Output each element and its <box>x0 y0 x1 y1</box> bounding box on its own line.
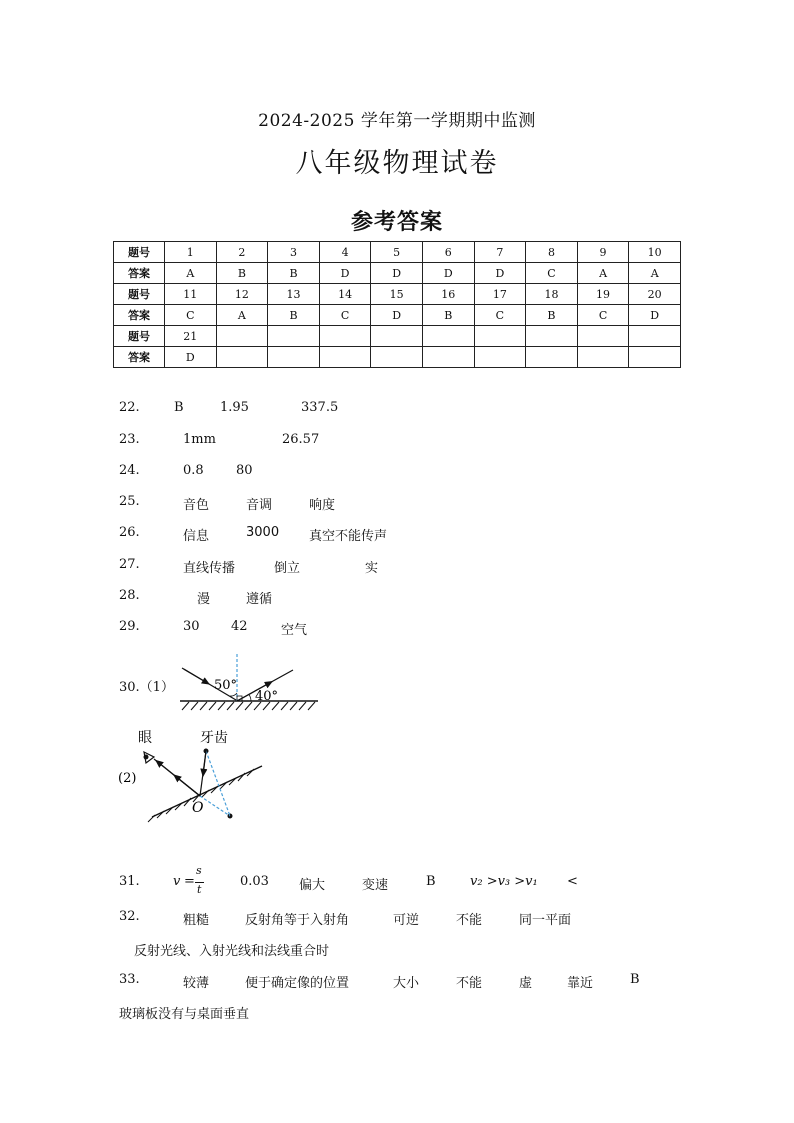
table-cell <box>422 347 474 368</box>
point-o-label: O <box>192 800 204 816</box>
answer-value: 靠近 <box>567 976 594 991</box>
table-cell: D <box>422 263 474 284</box>
reflection-diagram-1 <box>176 650 326 716</box>
answer-value: 可逆 <box>393 913 420 928</box>
question-number: 25. <box>119 494 140 509</box>
table-cell: B <box>216 263 268 284</box>
answer-value: 1.95 <box>220 400 249 415</box>
answer-value: 较薄 <box>183 976 210 991</box>
answer-value: 实 <box>365 561 379 576</box>
table-cell: 11 <box>165 284 217 305</box>
speed-comparison: v₂ >v₃ >v₁ <box>470 874 538 889</box>
answer-value: B <box>174 400 184 415</box>
table-cell <box>422 326 474 347</box>
table-cell: C <box>577 305 629 326</box>
answer-value: 真空不能传声 <box>309 529 388 544</box>
answer-value: B <box>426 874 436 889</box>
table-cell <box>319 347 371 368</box>
question-number: 27. <box>119 557 140 572</box>
table-cell <box>526 347 578 368</box>
table-cell: 14 <box>319 284 371 305</box>
table-cell: D <box>165 347 217 368</box>
table-cell: 6 <box>422 242 474 263</box>
table-cell: 16 <box>422 284 474 305</box>
formula-equals: = <box>184 874 195 889</box>
table-cell: 15 <box>371 284 423 305</box>
table-cell <box>319 326 371 347</box>
row-label: 题号 <box>114 284 165 305</box>
answer-value: < <box>567 874 578 889</box>
row-label: 答案 <box>114 305 165 326</box>
answer-value: 漫 <box>197 592 211 607</box>
question-number: 26. <box>119 525 140 540</box>
table-cell: B <box>268 305 320 326</box>
row-label: 答案 <box>114 263 165 284</box>
table-cell: 1 <box>165 242 217 263</box>
table-cell: 12 <box>216 284 268 305</box>
exam-subtitle: 2024-2025 学年第一学期期中监测 <box>258 111 536 131</box>
table-row <box>114 242 681 263</box>
table-cell <box>577 347 629 368</box>
table-cell: 18 <box>526 284 578 305</box>
answer-value: 音调 <box>246 498 273 513</box>
answer-value: 1mm <box>183 432 216 447</box>
angle-label-50: 50° <box>214 678 238 693</box>
answer-value: 337.5 <box>301 400 339 415</box>
table-cell: D <box>371 305 423 326</box>
answer-value: 30 <box>183 619 200 634</box>
answer-value: 便于确定像的位置 <box>245 976 350 991</box>
table-cell: B <box>526 305 578 326</box>
table-cell: 3 <box>268 242 320 263</box>
table-cell <box>216 326 268 347</box>
table-row <box>114 347 681 368</box>
table-cell: D <box>474 263 526 284</box>
table-cell: C <box>165 305 217 326</box>
answer-value: 不能 <box>456 913 483 928</box>
table-cell: B <box>268 263 320 284</box>
table-cell: C <box>319 305 371 326</box>
table-cell <box>268 326 320 347</box>
answer-value: 偏大 <box>299 878 326 893</box>
question-number: 31. <box>119 874 140 889</box>
answer-value: 玻璃板没有与桌面垂直 <box>119 1007 250 1022</box>
table-cell: A <box>577 263 629 284</box>
answer-value: 不能 <box>456 976 483 991</box>
formula-numerator: s <box>196 864 202 877</box>
table-cell <box>216 347 268 368</box>
answer-value: 直线传播 <box>183 561 236 576</box>
answer-value: B <box>630 972 640 987</box>
table-cell: D <box>371 263 423 284</box>
table-cell: 21 <box>165 326 217 347</box>
question-number: 32. <box>119 909 140 924</box>
answer-value: 粗糙 <box>183 913 210 928</box>
table-cell <box>474 326 526 347</box>
question-number: 22. <box>119 400 140 415</box>
mirror-hatching <box>182 702 315 710</box>
table-cell: 9 <box>577 242 629 263</box>
row-label: 题号 <box>114 326 165 347</box>
row-label: 题号 <box>114 242 165 263</box>
answer-key-heading: 参考答案 <box>350 209 443 235</box>
answer-table <box>113 241 681 368</box>
answer-value: 反射光线、入射光线和法线重合时 <box>134 944 330 959</box>
reflection-diagram-2 <box>114 726 274 826</box>
table-row <box>114 305 681 326</box>
table-cell: 10 <box>629 242 681 263</box>
answer-value: 同一平面 <box>519 913 572 928</box>
answer-value: 0.8 <box>183 463 204 478</box>
table-cell: A <box>216 305 268 326</box>
exam-title: 八年级物理试卷 <box>295 148 499 179</box>
question-number: 29. <box>119 619 140 634</box>
answer-value: 3000 <box>246 525 280 540</box>
answer-value: 0.03 <box>240 874 269 889</box>
table-cell: A <box>165 263 217 284</box>
answer-value: 80 <box>236 463 253 478</box>
table-cell: A <box>629 263 681 284</box>
answer-value: 响度 <box>309 498 336 513</box>
table-cell: D <box>629 305 681 326</box>
answer-value: 遵循 <box>246 592 273 607</box>
table-cell: 2 <box>216 242 268 263</box>
answer-value: 反射角等于入射角 <box>245 913 350 928</box>
table-cell <box>268 347 320 368</box>
answer-value: 大小 <box>393 976 420 991</box>
table-cell: C <box>474 305 526 326</box>
answer-value: 信息 <box>183 529 210 544</box>
table-cell <box>371 326 423 347</box>
table-row <box>114 263 681 284</box>
formula-denominator: t <box>197 883 202 896</box>
answer-value: 虚 <box>519 976 533 991</box>
table-cell <box>474 347 526 368</box>
answer-value: 变速 <box>362 878 389 893</box>
table-cell: D <box>319 263 371 284</box>
angle-label-40: 40° <box>255 689 279 704</box>
table-cell <box>629 347 681 368</box>
table-row <box>114 284 681 305</box>
formula-v: v <box>173 874 181 889</box>
answer-value: 42 <box>231 619 248 634</box>
table-cell: 8 <box>526 242 578 263</box>
eye-label: 眼 <box>138 730 152 746</box>
table-cell: 20 <box>629 284 681 305</box>
table-cell <box>629 326 681 347</box>
table-cell <box>577 326 629 347</box>
answer-value: 空气 <box>281 623 308 638</box>
table-cell: 19 <box>577 284 629 305</box>
table-cell <box>371 347 423 368</box>
table-cell: 17 <box>474 284 526 305</box>
table-cell <box>526 326 578 347</box>
answer-value: 倒立 <box>274 561 301 576</box>
question-number: 24. <box>119 463 140 478</box>
table-cell: C <box>526 263 578 284</box>
table-cell: 4 <box>319 242 371 263</box>
question-number: 30.（1） <box>119 680 174 695</box>
question-number: 33. <box>119 972 140 987</box>
table-cell: 5 <box>371 242 423 263</box>
part-2-label: (2) <box>118 771 137 786</box>
table-cell: 7 <box>474 242 526 263</box>
table-cell: 13 <box>268 284 320 305</box>
answer-value: 26.57 <box>282 432 320 447</box>
table-cell: B <box>422 305 474 326</box>
question-number: 23. <box>119 432 140 447</box>
tooth-label: 牙齿 <box>200 730 228 746</box>
question-number: 28. <box>119 588 140 603</box>
row-label: 答案 <box>114 347 165 368</box>
table-row <box>114 326 681 347</box>
answer-value: 音色 <box>183 498 210 513</box>
